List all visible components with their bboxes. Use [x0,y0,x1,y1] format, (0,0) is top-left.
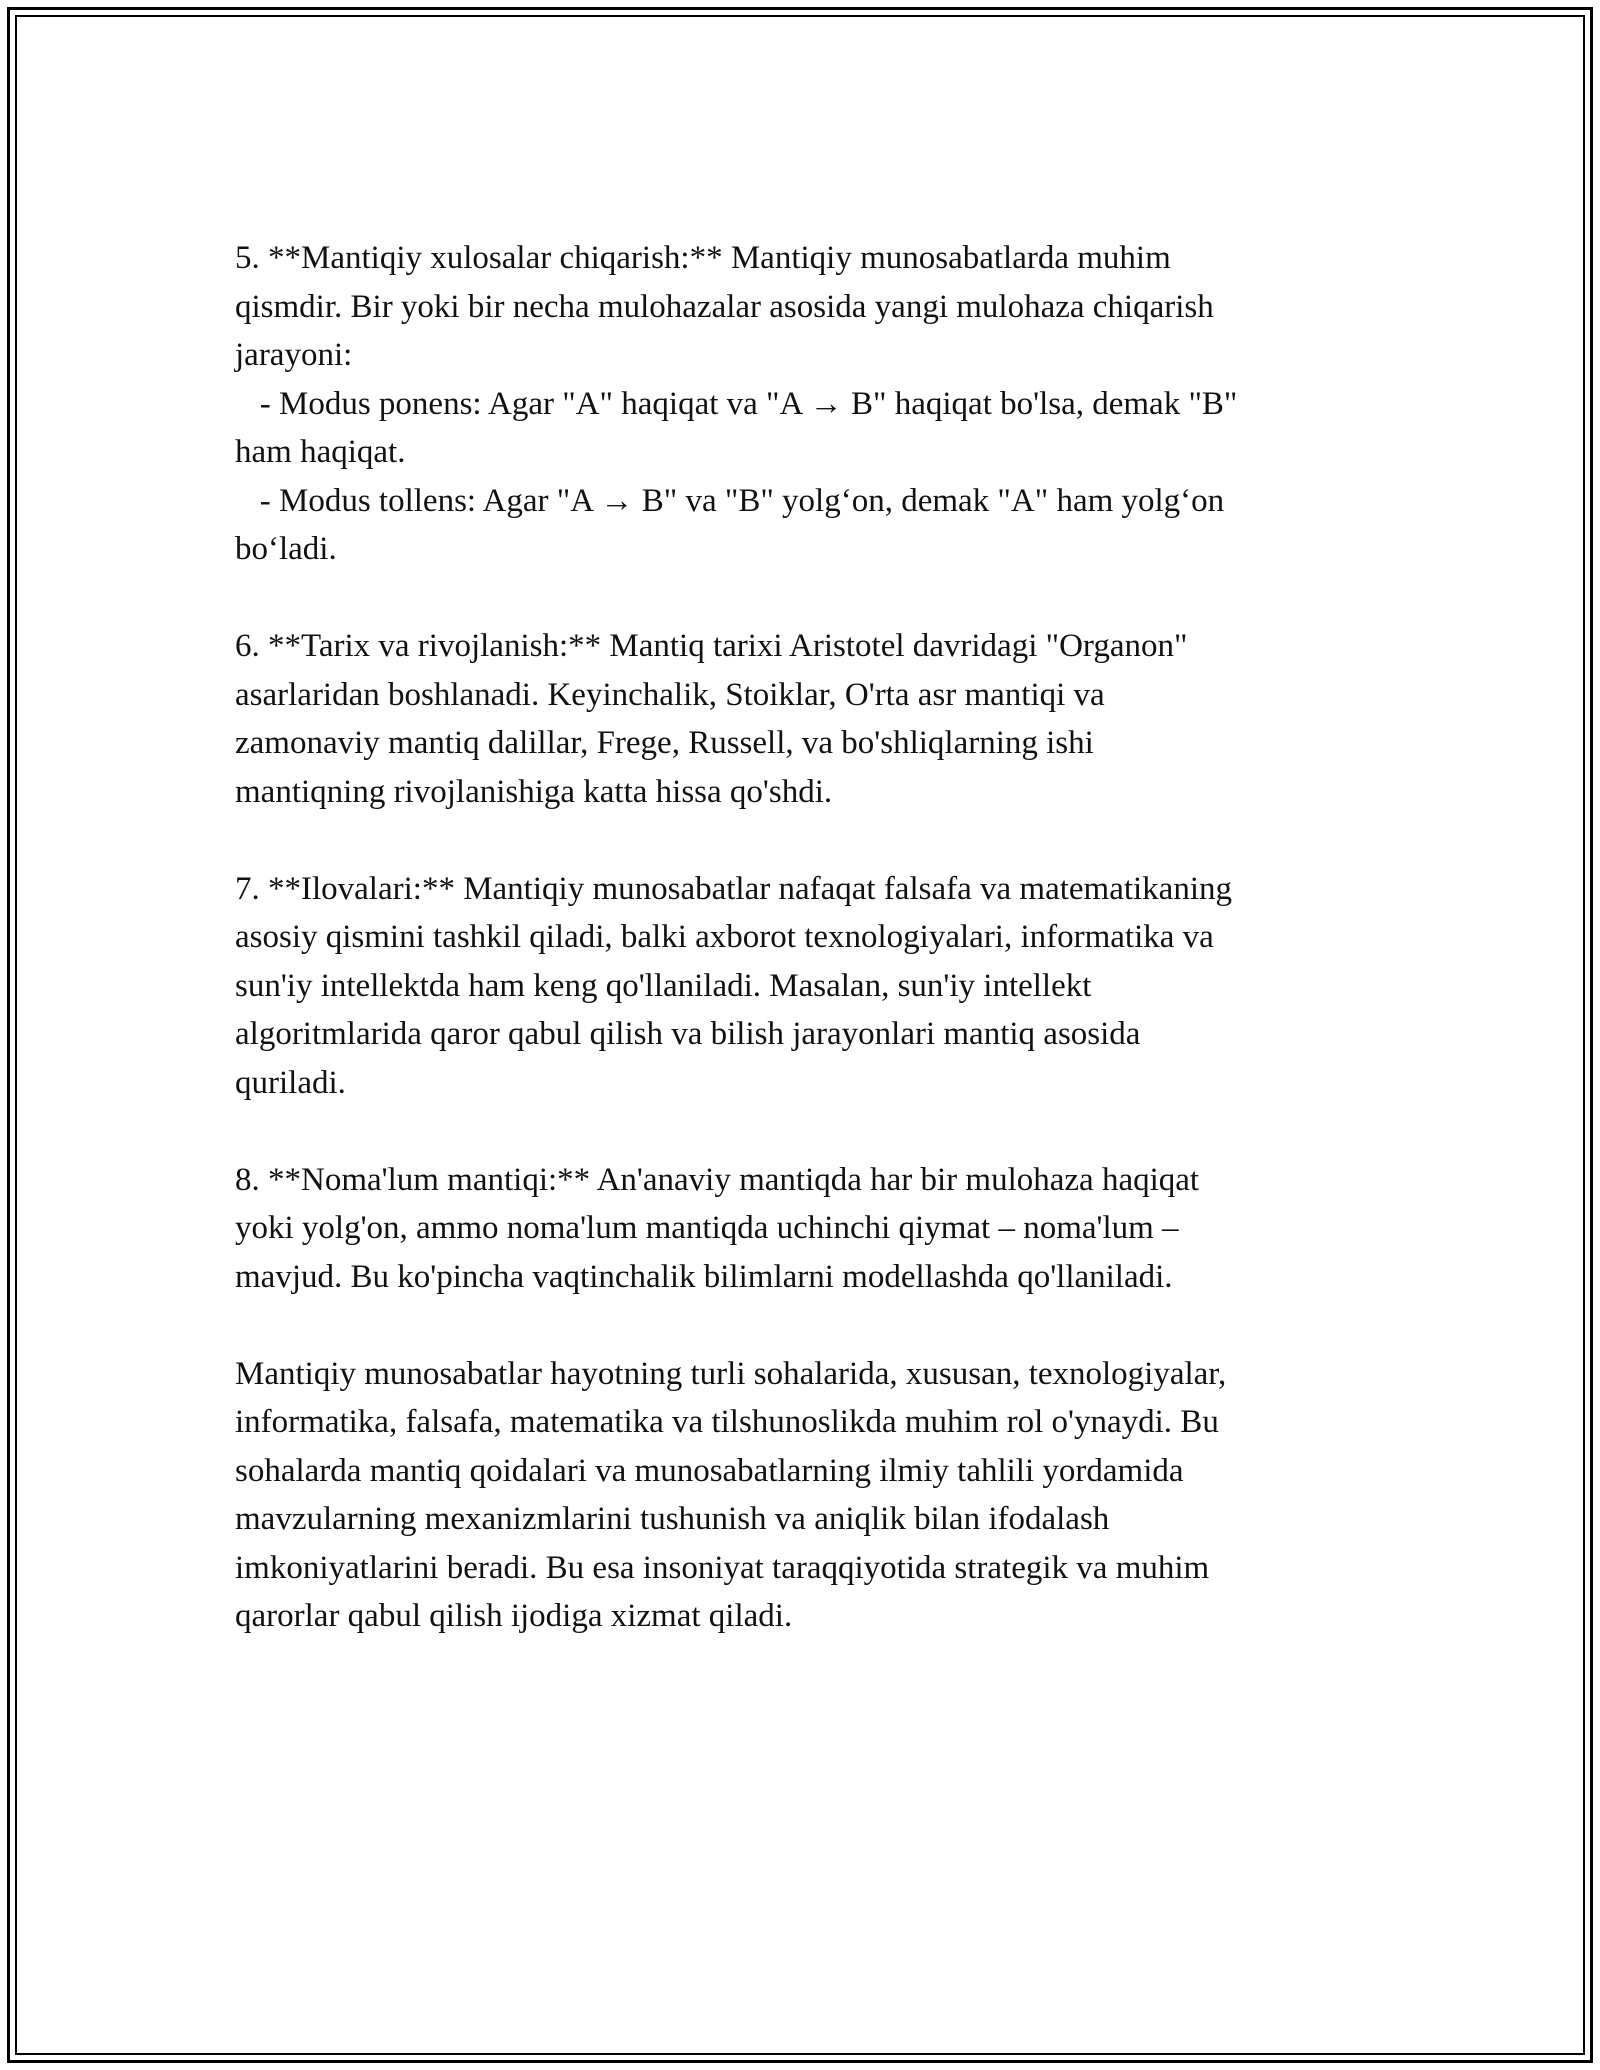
text-line: mavzularning mexanizmlarini tushunish va aniqlik bilan ifodalash [235,1501,1110,1537]
text-line: 6. **Tarix va rivojlanish:** Mantiq tarixi Aristotel davridagi "Organon" [235,628,1188,664]
paragraph-5-logical-inference [235,234,1365,574]
text-line: 8. **Noma'lum mantiqi:** An'anaviy mantiqda har bir mulohaza haqiqat [235,1161,1200,1198]
text-line: - Modus ponens: Agar "A" haqiqat va "A → B" haqiqat bo'lsa, demak "B" [235,385,1238,422]
text-line: mavjud. Bu ko'pincha vaqtinchalik bilimlarni modellashda qo'llaniladi. [235,1258,1173,1295]
text-line: jarayoni: [235,337,353,373]
text-line: asosiy qismini tashkil qiladi, balki axborot texnologiyalari, informatika va [235,919,1214,955]
text-line: zamonaviy mantiq dalillar, Frege, Russell, va bo'shliqlarning ishi [235,725,1094,761]
text-line: qismdir. Bir yoki bir necha mulohazalar asosida yangi mulohaza chiqarish [235,288,1214,325]
paragraph-8-unknown-logic [235,1156,1365,1302]
text-line: imkoniyatlarini beradi. Bu esa insoniyat taraqqiyotida strategik va muhim [235,1549,1210,1586]
text-line: asarlaridan boshlanadi. Keyinchalik, Stoiklar, O'rta asr mantiqi va [235,676,1105,713]
text-line: sohalarda mantiq qoidalari va munosabatlarning ilmiy tahlili yordamida [235,1452,1184,1489]
text-line: mantiqning rivojlanishiga katta hissa qo'shdi. [235,773,833,810]
paragraph-6-history [235,622,1365,816]
text-line: informatika, falsafa, matematika va tilshunoslikda muhim rol o'ynaydi. Bu [235,1404,1219,1440]
text-line: quriladi. [235,1064,346,1101]
paragraph-7-applications [235,865,1365,1108]
text-line: algoritmlarida qaror qabul qilish va bilish jarayonlari mantiq asosida [235,1016,1141,1052]
paragraph-conclusion [235,1350,1365,1641]
text-line: - Modus tollens: Agar "A → B" va "B" yolg‘on, demak "A" ham yolg‘on [235,482,1225,519]
text-line: qarorlar qabul qilish ijodiga xizmat qiladi. [235,1598,793,1634]
document-body [235,234,1365,1689]
text-line: bo‘ladi. [235,531,337,567]
text-line: sun'iy intellektda ham keng qo'llaniladi. Masalan, sun'iy intellekt [235,967,1092,1004]
text-line: 7. **Ilovalari:** Mantiqiy munosabatlar nafaqat falsafa va matematikaning [235,870,1232,907]
text-line: ham haqiqat. [235,434,406,470]
text-line: yoki yolg'on, ammo noma'lum mantiqda uchinchi qiymat – noma'lum – [235,1210,1179,1246]
text-line: 5. **Mantiqiy xulosalar chiqarish:** Mantiqiy munosabatlarda muhim [235,240,1171,276]
text-line: Mantiqiy munosabatlar hayotning turli sohalarida, xususan, texnologiyalar, [235,1355,1227,1392]
